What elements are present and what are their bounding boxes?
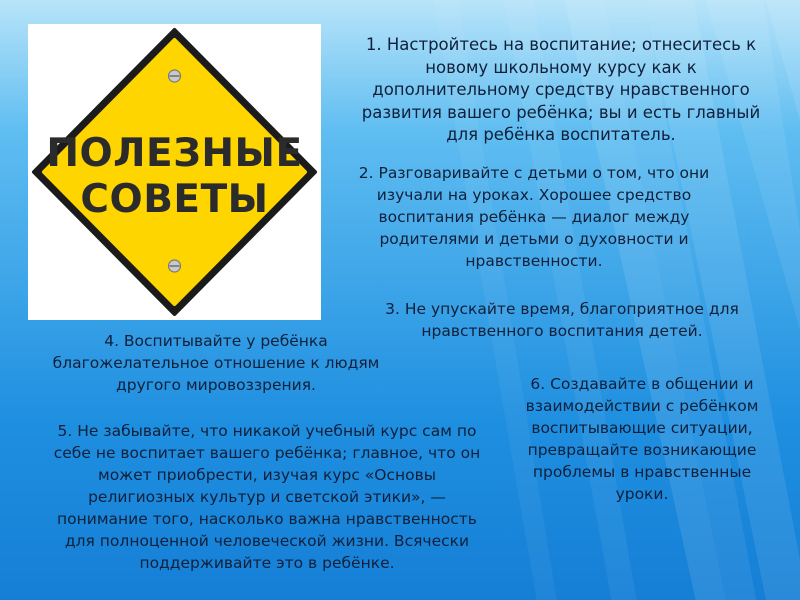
tip-line: уроки. [615,485,669,503]
tip-line: себе не воспитает вашего ребёнка; главное, что он [53,444,481,462]
tip-line: развития вашего ребёнка; вы и есть главный [361,102,761,122]
sign-bolt-bottom-icon [169,260,181,272]
tip-3 [350,298,774,342]
tip-line: 2. Разговаривайте с детьми о том, что они [358,164,710,182]
tip-5 [30,420,504,574]
tip-line: 3. Не упускайте время, благоприятное для [385,300,739,318]
tip-4 [32,330,400,396]
useful-tips-sign [28,24,321,320]
tip-line: 6. Создавайте в общении и [530,375,754,393]
tip-line: 5. Не забывайте, что никакой учебный курс сам по [57,422,477,440]
tip-line: для полноценной человеческой жизни. Всячески [64,532,470,550]
tip-2 [340,162,728,272]
tip-1 [332,34,790,147]
tip-6 [508,373,776,505]
sign-title-line-2: СОВЕТЫ [80,177,269,222]
tip-line: родителями и детьми о духовности и [379,230,689,248]
tip-line: 4. Воспитывайте у ребёнка [104,332,328,350]
tip-line: религиозных культур и светской этики», — [88,488,446,506]
tip-line: понимание того, насколько важна нравственность [57,510,477,528]
tip-line: воспитания ребёнка — диалог между [378,208,690,226]
sign-title-line-1: ПОЛЕЗНЫЕ [46,131,303,176]
tip-line: изучали на уроках. Хорошее средство [376,186,692,204]
tip-line: воспитывающие ситуации, [531,419,753,437]
tip-line: взаимодействии с ребёнком [525,397,759,415]
tip-line: поддерживайте это в ребёнке. [139,554,395,572]
tip-line: дополнительному средству нравственного [372,80,750,99]
tip-line: другого мировоззрения. [116,376,316,394]
tip-line: превращайте возникающие [527,441,757,459]
tip-line: для ребёнка воспитатель. [446,125,676,144]
sign-bolt-top-icon [169,70,181,82]
tip-line: нравственности. [465,252,603,270]
tip-line: благожелательное отношение к людям [52,354,380,372]
tip-line: новому школьному курсу как к [425,57,697,77]
tip-line: нравственного воспитания детей. [421,322,703,340]
tip-line: 1. Настройтесь на воспитание; отнеситесь к [365,35,757,54]
tip-line: может приобрести, изучая курс «Основы [98,466,436,484]
tip-line: проблемы в нравственные [532,463,752,481]
